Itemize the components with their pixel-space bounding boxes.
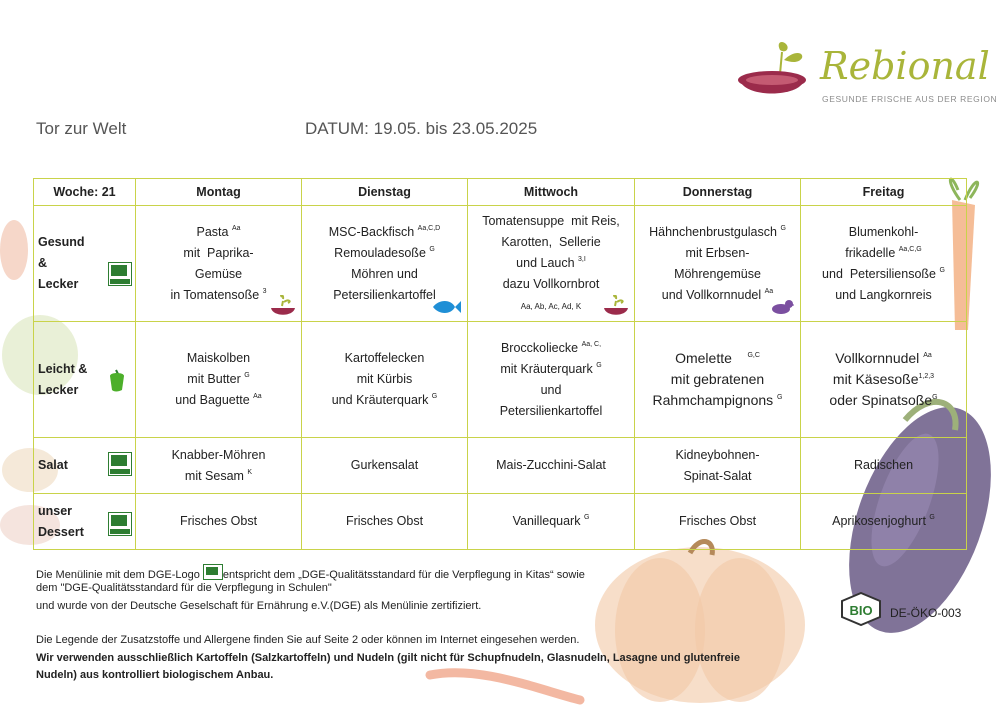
- date-range: DATUM: 19.05. bis 23.05.2025: [305, 119, 538, 138]
- category-cell: [34, 322, 136, 438]
- fish-icon: [431, 299, 461, 315]
- dish: Mais-Zucchini-Salat: [496, 458, 606, 472]
- dish: Pasta $^{Aa}$ mit Paprika- Gemüse in Tomatensoße $^3$: [170, 224, 267, 302]
- menu-cell: [635, 438, 801, 494]
- menu-cell: [801, 438, 967, 494]
- dish: Tomatensuppe mit Reis, Karotten, Sellerie und Lauch $^{3,I}$ dazu Vollkornbrot Aa, Ab, Ac, Ad, K: [482, 214, 620, 311]
- site-title: Tor zur Welt: [36, 119, 127, 138]
- day-header: Mittwoch: [468, 179, 635, 206]
- category-label: unser Dessert: [38, 503, 84, 539]
- note-line: Wir verwenden ausschließlich Kartoffeln (Salzkartoffeln) und Nudeln (gilt nicht für Schupfnudeln, Glasnudeln, Lasagne und glutenfreie: [36, 652, 740, 664]
- menu-cell: [302, 322, 468, 438]
- day-header: Donnerstag: [635, 179, 801, 206]
- note-line: Die Legende der Zusatzstoffe und Allergene finden Sie auf Seite 2 oder können im Internet eingesehen werden.: [36, 634, 580, 646]
- dish: Frisches Obst: [179, 514, 258, 528]
- dish: Kartoffelecken mit Kürbis und Kräuterquark $^G$: [331, 351, 438, 407]
- brand-name: Rebional: [820, 44, 990, 88]
- category-label: Salat: [38, 458, 68, 472]
- menu-cell: [136, 494, 302, 550]
- dge-note-line: [36, 564, 585, 581]
- menu-cell: [136, 438, 302, 494]
- category-cell: [34, 206, 136, 322]
- dish: Brocckoliecke $^{Aa, C,}$ mit Kräuterquark $^G$ und Petersilienkartoffel: [499, 340, 603, 418]
- bio-seal-label: BIO: [849, 603, 873, 618]
- dish: Gurkensalat: [350, 458, 419, 472]
- dge-logo-icon: [108, 262, 132, 286]
- dge-logo-icon: [108, 512, 132, 536]
- menu-cell: [468, 322, 635, 438]
- dish: Vanillequark $^G$: [512, 514, 590, 528]
- day-header: Montag: [136, 179, 302, 206]
- menu-cell: [136, 322, 302, 438]
- menu-cell: [635, 494, 801, 550]
- dge-logo-icon: [108, 452, 132, 476]
- brand-tagline: GESUNDE FRISCHE AUS DER REGION: [822, 94, 998, 104]
- category-label: Leicht & Lecker: [38, 361, 88, 397]
- dish: Blumenkohl- frikadelle $^{Aa,C,G}$ und Petersiliensoße $^G$ und Langkornreis: [822, 224, 945, 302]
- week-label: Woche: 21: [34, 179, 136, 206]
- menu-cell: [302, 206, 468, 322]
- menu-cell: [468, 494, 635, 550]
- vegetarian-icon: [602, 295, 630, 317]
- dish: Frisches Obst: [678, 514, 757, 528]
- category-label: Gesund & Lecker: [38, 235, 85, 291]
- table-row: [34, 438, 967, 494]
- pepper-icon: [106, 368, 128, 392]
- menu-table: [33, 178, 967, 550]
- bio-seal-icon: [840, 592, 882, 626]
- menu-cell: [468, 438, 635, 494]
- note-line: Nudeln) aus kontrolliert biologischem Anbau.: [36, 669, 274, 681]
- category-cell: [34, 438, 136, 494]
- dish: Frisches Obst: [345, 514, 424, 528]
- menu-cell: [635, 206, 801, 322]
- dish: Hähnchenbrustgulasch $^G$ mit Erbsen- Möhrengemüse und Vollkornnudel $^{Aa}$: [649, 224, 786, 302]
- note-line: und wurde von der Deutsche Geselschaft für Ernährung e.V.(DGE) als Menülinie zertifiziert.: [36, 600, 482, 612]
- menu-cell: [302, 438, 468, 494]
- brand-logo-icon: [736, 40, 816, 105]
- dish: Radischen: [853, 458, 914, 472]
- header-row: [34, 179, 967, 206]
- vegetarian-icon: [269, 295, 297, 317]
- menu-cell: [468, 206, 635, 322]
- day-header: Dienstag: [302, 179, 468, 206]
- table-row: [34, 322, 967, 438]
- menu-cell: [136, 206, 302, 322]
- bio-code: DE-ÖKO-003: [890, 606, 962, 620]
- dish: Aprikosenjoghurt $^G$: [832, 514, 935, 528]
- menu-cell: [801, 322, 967, 438]
- dge-note-pre: Die Menülinie mit dem DGE-Logo: [36, 569, 200, 581]
- dge-note-post: entspricht dem „DGE-Qualitätsstandard für die Verpflegung in Kitas“ sowie: [222, 569, 585, 581]
- dish: MSC-Backfisch $^{Aa,C,D}$ Remouladesoße $^G$ Möhren und Petersilienkartoffel: [328, 224, 441, 302]
- menu-cell: [635, 322, 801, 438]
- dish: Knabber-Möhren mit Sesam $^K$: [171, 447, 266, 483]
- note-line: dem "DGE-Qualitätsstandard für die Verpflegung in Schulen": [36, 582, 332, 594]
- dge-logo-icon: [203, 564, 223, 580]
- dish: Kidneybohnen- Spinat-Salat: [675, 447, 760, 483]
- dish: Maiskolben mit Butter $^G$ und Baguette $^{Aa}$: [175, 351, 262, 407]
- dish: Omelette $^{G,C}$ mit gebratenen Rahmchampignons $^G$: [652, 350, 783, 408]
- poultry-icon: [770, 299, 794, 315]
- menu-cell: [801, 494, 967, 550]
- table-row: [34, 494, 967, 550]
- menu-cell: [801, 206, 967, 322]
- day-header: Freitag: [801, 179, 967, 206]
- category-cell: [34, 494, 136, 550]
- menu-cell: [302, 494, 468, 550]
- table-row: [34, 206, 967, 322]
- dish: Vollkornnudel $^{Aa}$ mit Käsesoße$^{1,2,3}$ oder Spinatsoße$^G$: [829, 350, 938, 408]
